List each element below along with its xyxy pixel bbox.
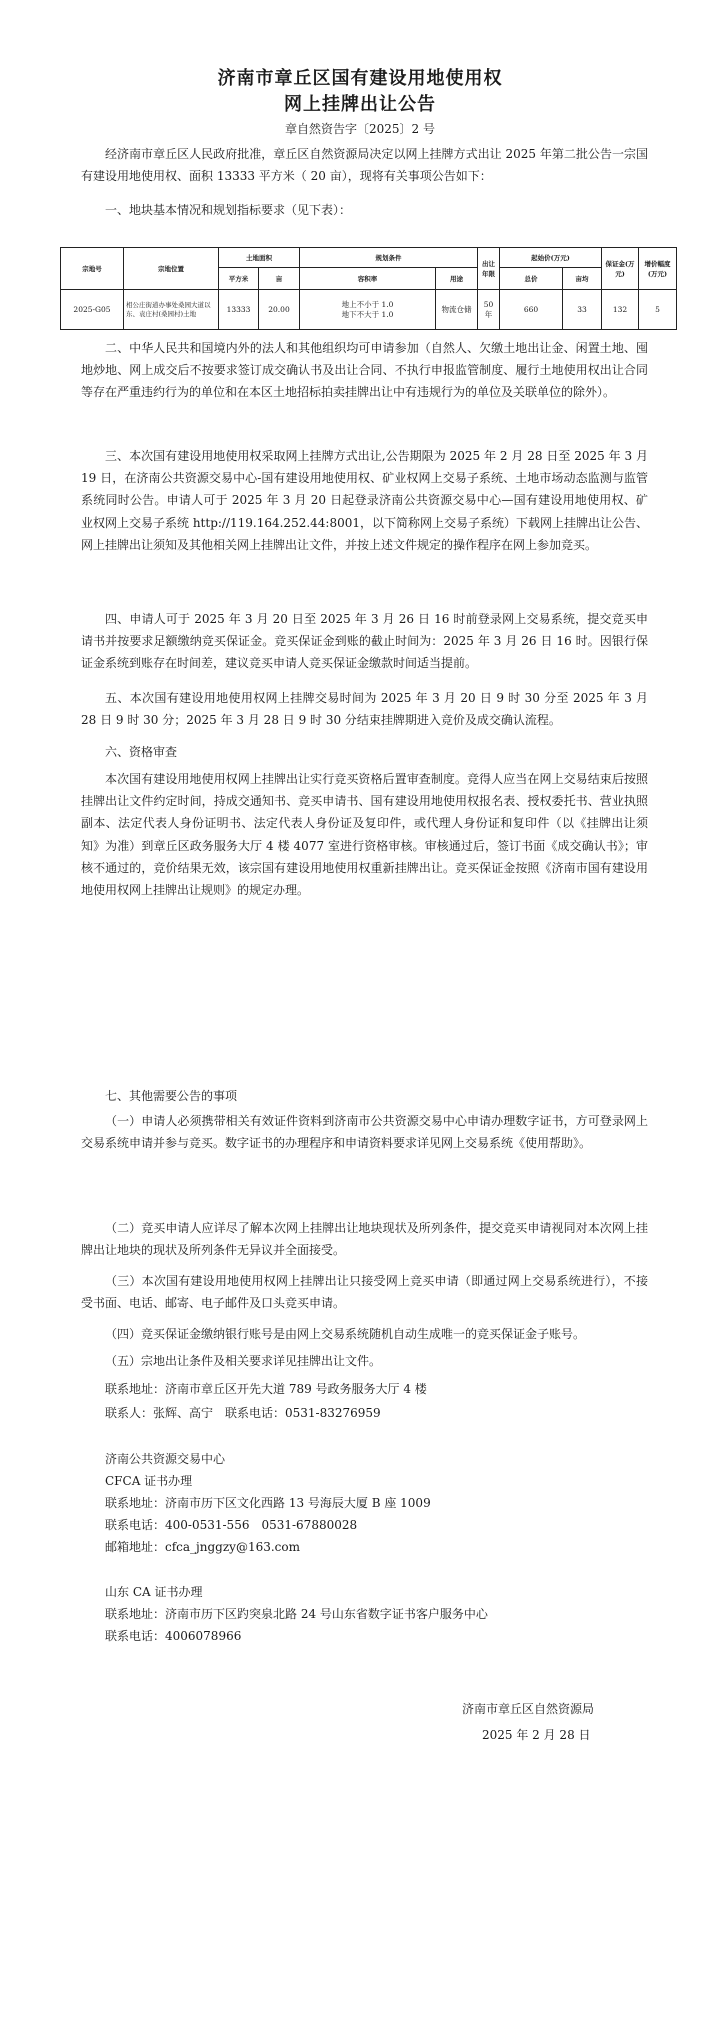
center-name: 济南公共资源交易中心 [105, 1452, 226, 1466]
paragraph-6: 本次国有建设用地使用权网上挂牌出让实行竞买资格后置审查制度。竞得人应当在网上交易结束后按照挂牌出让文件约定时间，持成交通知书、竞买申请书、国有建设用地使用权报名表、授权委托书、营业执照副本、法定代表人身份证明书、法定代表人身份证及复印件，或代理人身份证和复印件（以《挂牌出让须知》为准）到章丘区政务服务大厅 4 楼 4077 室进行资格审核。审核通过后，签订书面《成交确认书》；审核不通过的，竞价结果无效，该宗国有建设用地使用权重新挂牌出让。竞买保证金按照《济南市国有建设用地使用权网上挂牌出让规则》的规定办理。 [81, 772, 648, 898]
cell-price-mu: 33 [563, 290, 602, 330]
header-area-mu: 亩 [259, 268, 300, 290]
table-row [61, 290, 677, 330]
paragraph-3: 三、本次国有建设用地使用权采取网上挂牌方式出让,公告期限为 2025 年 2 月 28 日至 2025 年 3 月 19 日，在济南公共资源交易中心-国有建设用地使用权、矿业权网上交易子系统、土地市场动态监测与监管系统同时公告。申请人可于 2025 年 3 月 20 日起登录济南公共资源交易中心—国有建设用地使用权、矿业权网上交易子系统 http://119.164.252.44:8001，以下简称网上交易子系统）下载网上挂牌出让公告、网上挂牌出让须知及其他相关网上挂牌出让文件，并按上述文件规定的操作程序在网上参加竞买。 [81, 449, 649, 552]
paragraph-5: 五、本次国有建设用地使用权网上挂牌交易时间为 2025 年 3 月 20 日 9 时 30 分至 2025 年 3 月 28 日 9 时 30 分；2025 年 3 月 28 日 9 时 30 分结束挂牌期进入竞价及成交确认流程。 [81, 691, 648, 728]
header-deposit: 保证金(万元) [602, 248, 639, 290]
far-below-ground: 地下不大于 1.0 [341, 309, 394, 319]
header-location: 宗地位置 [124, 248, 219, 290]
cell-location: 相公庄街道办事处桑园大道以东、袁庄村(桑园村)土地 [124, 290, 219, 330]
sdca-phone: 联系电话：4006078966 [105, 1629, 242, 1643]
header-area-sqm: 平方米 [219, 268, 259, 290]
land-parcel-table [60, 247, 677, 330]
paragraph-7-1: （一）申请人必须携带相关有效证件资料到济南市公共资源交易中心申请办理数字证书，方可登录网上交易系统申请并参与竞买。数字证书的办理程序和申请资料要求详见网上交易系统《使用帮助》。 [81, 1114, 648, 1151]
header-plan-conditions: 规划条件 [300, 248, 478, 268]
section-6-title: 六、资格审查 [105, 745, 178, 759]
header-start-price: 起始价(万元) [500, 248, 602, 268]
signature-org: 济南市章丘区自然资源局 [462, 1702, 595, 1716]
section-7-title: 七、其他需要公告的事项 [105, 1089, 238, 1103]
far-above-ground: 地上不小于 1.0 [341, 299, 394, 309]
header-area: 土地面积 [219, 248, 300, 268]
cell-deposit: 132 [602, 290, 639, 330]
sdca-address: 联系地址：济南市历下区趵突泉北路 24 号山东省数字证书客户服务中心 [105, 1607, 488, 1621]
cell-term: 50 年 [478, 290, 500, 330]
cfca-title: CFCA 证书办理 [105, 1474, 193, 1488]
paragraph-7-4: （四）竞买保证金缴纳银行账号是由网上交易系统随机自动生成唯一的竞买保证金子账号。 [105, 1327, 586, 1341]
header-price-total: 总价 [500, 268, 563, 290]
intro-paragraph: 经济南市章丘区人民政府批准，章丘区自然资源局决定以网上挂牌方式出让 2025 年第二批公告一宗国有建设用地使用权、面积 13333 平方米（ 20 亩），现将有关事项公告如下： [81, 147, 648, 184]
cfca-address: 联系地址：济南市历下区文化西路 13 号海辰大厦 B 座 1009 [105, 1496, 431, 1510]
document-number: 章自然资告字〔2025〕2 号 [285, 122, 435, 136]
cell-area-mu: 20.00 [259, 290, 300, 330]
title-line-2: 网上挂牌出让公告 [284, 94, 436, 115]
paragraph-7-2: （二）竞买申请人应详尽了解本次网上挂牌出让地块现状及所列条件，提交竞买申请视同对本次网上挂牌出让地块的现状及所列条件无异议并全面接受。 [81, 1221, 648, 1258]
cfca-phone: 联系电话：400-0531-556 0531-67880028 [105, 1518, 358, 1532]
contact-person: 联系人：张辉、高宁 联系电话：0531-83276959 [105, 1406, 381, 1420]
cell-far [300, 290, 436, 330]
cell-use: 物流仓储 [436, 290, 478, 330]
cell-plot-no: 2025-G05 [61, 290, 124, 330]
cell-increment: 5 [639, 290, 677, 330]
paragraph-7-5: （五）宗地出让条件及相关要求详见挂牌出让文件。 [105, 1354, 382, 1368]
cfca-email: 邮箱地址：cfca_jnggzy@163.com [105, 1540, 300, 1554]
title-line-1: 济南市章丘区国有建设用地使用权 [217, 68, 503, 89]
cell-area-sqm: 13333 [219, 290, 259, 330]
header-far: 容积率 [300, 268, 436, 290]
signature-date: 2025 年 2 月 28 日 [482, 1728, 591, 1742]
section-1-title: 一、地块基本情况和规划指标要求（见下表）： [105, 203, 352, 217]
header-price-mu: 亩均 [563, 268, 602, 290]
paragraph-7-3: （三）本次国有建设用地使用权网上挂牌出让只接受网上竞买申请（即通过网上交易系统进行），不接受书面、电话、邮寄、电子邮件及口头竞买申请。 [81, 1274, 648, 1311]
sdca-title: 山东 CA 证书办理 [105, 1585, 203, 1599]
header-increment: 增价幅度(万元) [639, 248, 677, 290]
paragraph-2: 二、中华人民共和国境内外的法人和其他组织均可申请参加（自然人、欠缴土地出让金、闲置土地、囤地炒地、网上成交后不按要求签订成交确认书及出让合同、不执行申报监管制度、履行土地使用权出让合同等存在严重违约行为的单位和在本区土地招标拍卖挂牌出让中有违规行为的单位及关联单位的除外）。 [81, 341, 648, 400]
header-term: 出让年限 [478, 248, 500, 290]
paragraph-4: 四、申请人可于 2025 年 3 月 20 日至 2025 年 3 月 26 日 16 时前登录网上交易系统，提交竞买申请书并按要求足额缴纳竞买保证金。竞买保证金到账的截止时间为：2025 年 3 月 26 日 16 时。因银行保证金系统到账存在时间差，建议竞买申请人竞买保证金缴款时间适当提前。 [81, 612, 648, 671]
contact-address: 联系地址：济南市章丘区开先大道 789 号政务服务大厅 4 楼 [105, 1382, 427, 1396]
header-use: 用途 [436, 268, 478, 290]
cell-price-total: 660 [500, 290, 563, 330]
header-plot-no: 宗地号 [61, 248, 124, 290]
